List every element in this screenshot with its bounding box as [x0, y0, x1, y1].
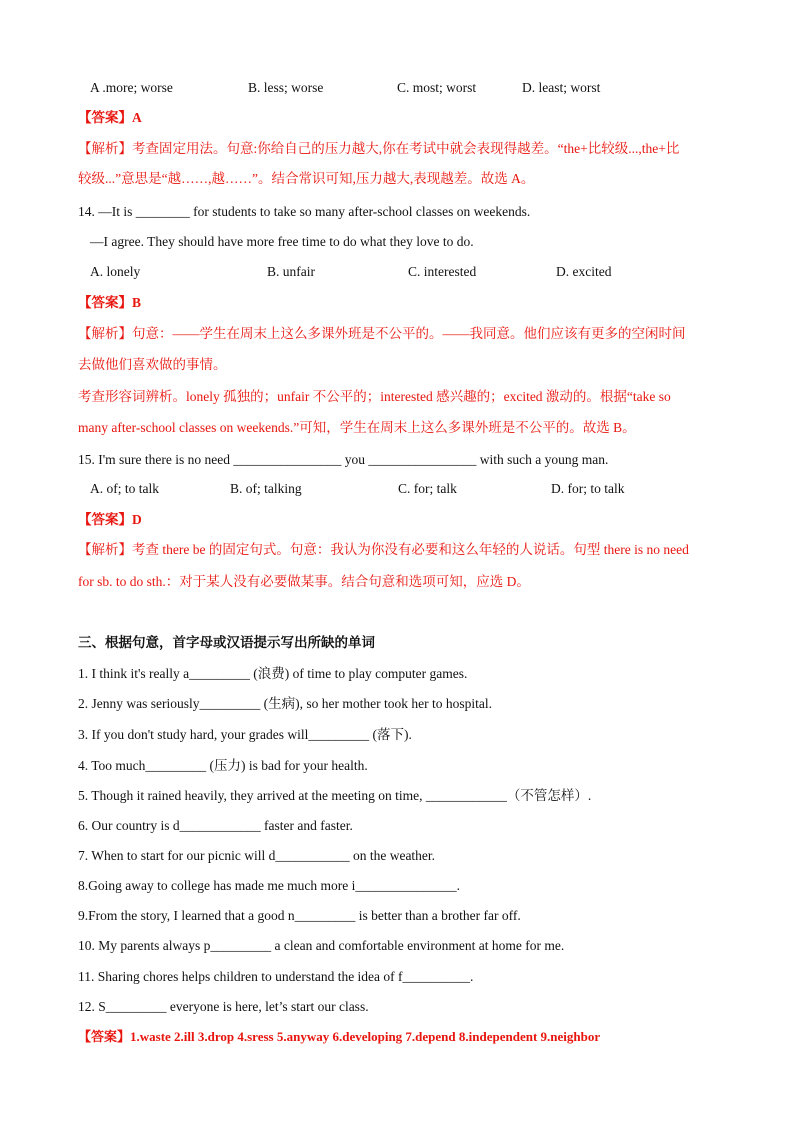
q15-option-b: B. of; talking [230, 481, 302, 496]
q14-stem: 14. —It is ________ for students to take so many after-school classes on weekends. [78, 204, 531, 219]
q15-option-d: D. for; to talk [551, 481, 625, 496]
q13-option-a: A .more; worse [90, 80, 173, 95]
q14-analysis-line-1: 【解析】句意：——学生在周末上这么多课外班是不公平的。——我同意。他们应该有更多的空闲时间 [78, 326, 686, 341]
q14-answer: 【答案】B [78, 295, 142, 310]
q15-stem: 15. I'm sure there is no need ________________ you ________________ with such a young man. [78, 452, 609, 467]
section-3-item-4: 4. Too much_________ (压力) is bad for your health. [78, 758, 368, 773]
section-3-heading: 三、根据句意，首字母或汉语提示写出所缺的单词 [78, 635, 375, 650]
q13-option-d: D. least; worst [522, 80, 601, 95]
q14-analysis-line-3: 考查形容词辨析。lonely 孤独的；unfair 不公平的；interested 感兴趣的；excited 激动的。根据“take so [78, 389, 671, 404]
section-3-item-5: 5. Though it rained heavily, they arrived at the meeting on time, ____________（不管怎样）. [78, 788, 592, 803]
section-3-item-1: 1. I think it's really a_________ (浪费) of time to play computer games. [78, 666, 468, 681]
section-3-item-6: 6. Our country is d____________ faster and faster. [78, 818, 353, 833]
q13-analysis-line-2: 较级...”意思是“越……,越……”。结合常识可知,压力越大,表现越差。故选 A。 [78, 171, 535, 186]
section-3-item-3: 3. If you don't study hard, your grades will_________ (落下). [78, 727, 412, 742]
q15-analysis-line-1: 【解析】考查 there be 的固定句式。句意：我认为你没有必要和这么年轻的人说话。句型 there is no need [78, 542, 689, 557]
q14-option-c: C. interested [408, 264, 477, 279]
section-3-item-11: 11. Sharing chores helps children to understand the idea of f__________. [78, 969, 474, 984]
q14-option-b: B. unfair [267, 264, 315, 279]
section-3-item-7: 7. When to start for our picnic will d___________ on the weather. [78, 848, 436, 863]
section-3-item-9: 9.From the story, I learned that a good n_________ is better than a brother far off. [78, 908, 521, 923]
q15-option-a: A. of; to talk [90, 481, 159, 496]
section-3-item-12: 12. S_________ everyone is here, let’s start our class. [78, 999, 369, 1014]
section-3-item-8: 8.Going away to college has made me much more i_______________. [78, 878, 461, 893]
q14-analysis-line-2: 去做他们喜欢做的事情。 [78, 357, 227, 372]
q15-answer: 【答案】D [78, 512, 142, 527]
q13-option-c: C. most; worst [397, 80, 477, 95]
q15-analysis-line-2: for sb. to do sth.：对于某人没有必要做某事。结合句意和选项可知，应选 D。 [78, 574, 530, 589]
section-3-answer: 【答案】1.waste 2.ill 3.drop 4.sress 5.anyway 6.developing 7.depend 8.independent 9.neighbor [78, 1029, 601, 1044]
q14-option-d: D. excited [556, 264, 612, 279]
q15-option-c: C. for; talk [398, 481, 457, 496]
q13-option-b: B. less; worse [248, 80, 324, 95]
q14-reply: —I agree. They should have more free time to do what they love to do. [90, 234, 474, 249]
q14-option-a: A. lonely [90, 264, 141, 279]
q13-analysis-line-1: 【解析】考查固定用法。句意:你给自己的压力越大,你在考试中就会表现得越差。“the+比较级...,the+比 [78, 141, 680, 156]
section-3-item-2: 2. Jenny was seriously_________ (生病), so her mother took her to hospital. [78, 696, 492, 711]
section-3-item-10: 10. My parents always p_________ a clean and comfortable environment at home for me. [78, 938, 565, 953]
q14-analysis-line-4: many after-school classes on weekends.”可知，学生在周末上这么多课外班是不公平的。故选 B。 [78, 420, 636, 435]
q13-answer: 【答案】A [78, 110, 142, 125]
